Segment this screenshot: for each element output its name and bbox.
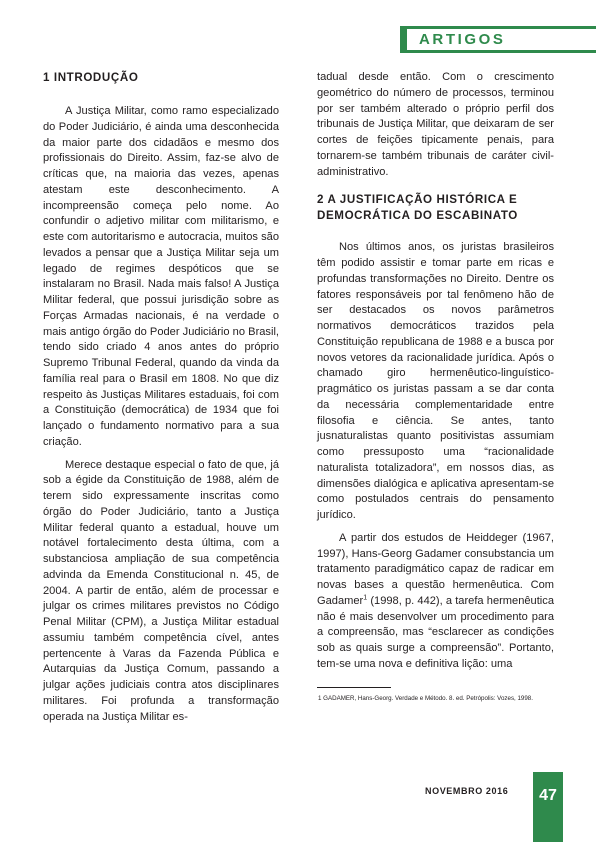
section-label: ARTIGOS <box>419 31 506 48</box>
paragraph-text: (1998, p. 442), a tarefa hermenêutica não é mais desenvolver um procedimento para a compreensão, mas “esclarecer as condições sob as quais surge a compreensão”. Portanto, tem-se uma nova e definitiva lição: uma <box>317 594 554 670</box>
footer-date: NOVEMBRO 2016 <box>425 786 509 796</box>
paragraph-text: A partir dos estudos de Heiddeger (1967, 1997), Hans-Georg Gadamer consubstancia um tratamento paradigmático capaz de radicar em novas bases a questão hermenêutica. Com Gadamer <box>317 531 554 607</box>
section-tab-inner <box>406 29 596 50</box>
page-number-box <box>533 772 563 842</box>
paragraph-continuation: tadual desde então. Com o crescimento geométrico do número de processos, terminou por ser também alterado o próprio perfil dos tribunais de Justiça Militar, que deixaram de ser cortes de feições tipicamente penais, para tornarem-se também tribunais de caráter civil-administrativo. <box>317 71 554 178</box>
section-heading-justificacao: 2 A JUSTIFICAÇÃO HISTÓRICA E DEMOCRÁTICA DO ESCABINATO <box>317 193 518 223</box>
footnote <box>317 694 554 704</box>
paragraph: Nos últimos anos, os juristas brasileiros têm podido assistir e tomar parte em ricas e profundas transformações no Direito. Dentre os fatores responsáveis por tal fenômeno hão de ser destacados os novos parâmetros normativos democráticos trazidos pela Constituição republicana de 1988 e a busca por novos vetores da racionalidade jurídica. Após o chamado giro hermenêutico-linguístico-pragmático os juristas passam a se dar conta da necessária complementaridade entre filosofia e ciência. Se antes, tanto jusnaturalistas quanto positivistas assumiam como pressuposto uma “racionalidade naturalista totalizadora”, em nossos dias, as dimensões dialógica e aplicativa apresentam-se como postulados centrais do pensamento jurídico. <box>317 241 554 521</box>
paragraph: A Justiça Militar, como ramo especializado do Poder Judiciário, é ainda uma desconhecida da maior parte dos cidadãos e mesmo dos profissionais do Direito. Assim, faz-se alvo de críticas que, na maioria das vezes, apenas atestam este desconhecimento. A incompreensão começa pelo nome. Ao confundir o adjetivo militar com militarismo, e este com autoritarismo e autocracia, muitos são levados a pensar que a Justiça Militar seja um legado de regimes despóticos que se instalaram no Brasil. Nada mais falso! A Justiça Militar federal, que possui jurisdição sobre as Forças Armadas nacionais, é na verdade o mais antigo órgão do Poder Judiciário no Brasil, tendo sido criado 4 anos antes do próprio Supremo Tribunal Federal, quando da vinda da família real para o Brasil em 1808. No que diz respeito às Justiças Militares estaduais, foi com a Constituição (democrática) de 1934 que foi lançado o fundamento normativo para a sua criação. <box>43 105 279 448</box>
left-column <box>43 70 279 732</box>
footnote-divider <box>317 687 391 688</box>
paragraph <box>317 531 554 673</box>
page-number: 47 <box>539 787 557 804</box>
footnote-text: 1 GADAMER, Hans-Georg. Verdade e Método. 8. ed. Petrópolis: Vozes, 1998. <box>318 694 533 702</box>
paragraph: Merece destaque especial o fato de que, já sob a égide da Constituição de 1988, além de terem sido expressamente inscritas como órgão do Poder Judiciário, tanto a Justiça Militar federal quanto a estadual, houve um notável fortalecimento desta última, com a substanciosa ampliação de sua competência advinda da Emenda Constitucional n. 45, de 2004. A partir de então, além de processar e julgar os crimes militares previstos no Código Penal Militar (CPM), a Justiça Militar estadual assumiu também competência cível, antes pertencente à Varas da Fazenda Pública e Autarquias da Justiça Comum, passando a julgar ações judiciais contra atos disciplinares militares. Foi profunda a transformação operada na Justiça Militar es- <box>43 458 279 723</box>
section-heading-introducao: 1 INTRODUÇÃO <box>43 71 139 84</box>
right-column <box>317 70 554 703</box>
footnote-marker: 1 <box>363 594 368 602</box>
section-tab <box>400 26 596 53</box>
